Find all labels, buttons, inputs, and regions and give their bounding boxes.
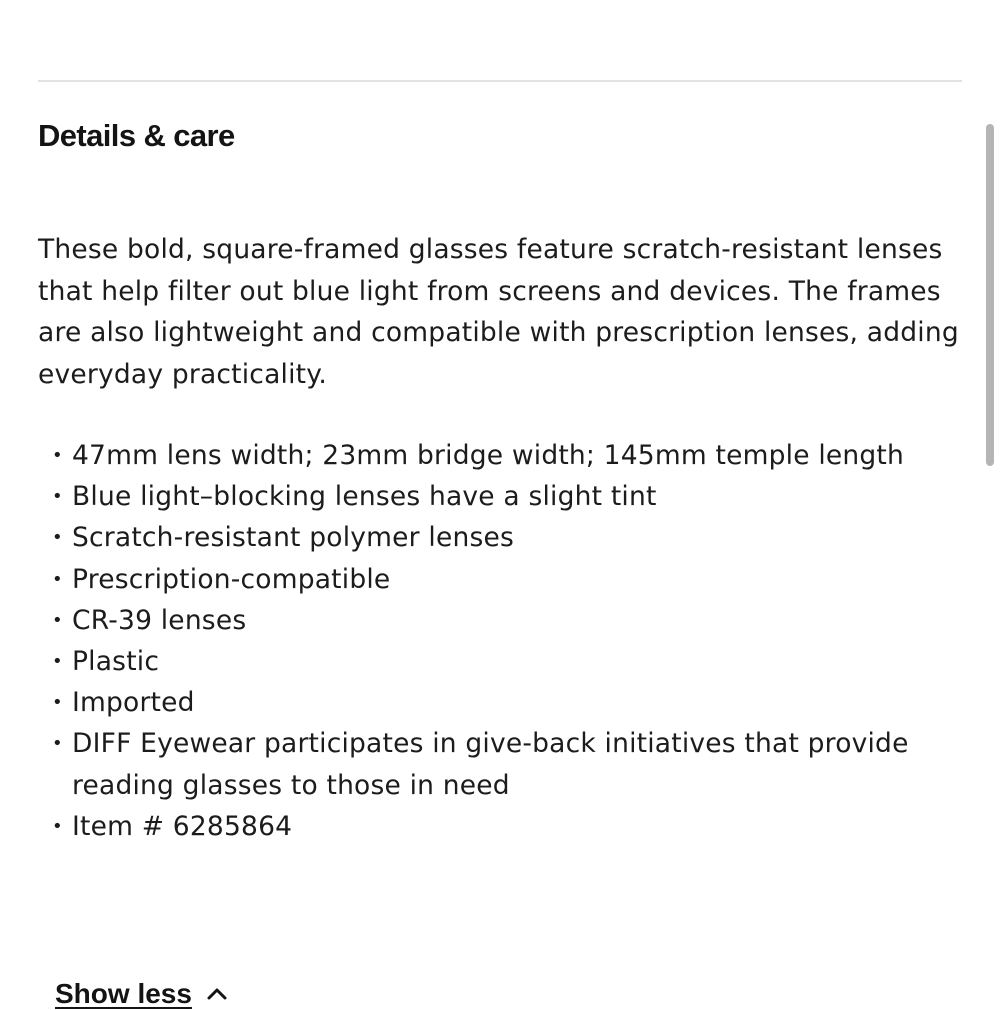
section-divider bbox=[38, 80, 962, 82]
chevron-up-icon bbox=[206, 983, 228, 1005]
list-item: • Imported bbox=[38, 682, 938, 723]
list-item: • Prescription-compatible bbox=[38, 559, 938, 600]
list-item: • 47mm lens width; 23mm bridge width; 145mm temple length bbox=[38, 435, 938, 476]
list-item: • Plastic bbox=[38, 641, 938, 682]
section-title: Details & care bbox=[38, 118, 235, 153]
list-item: • CR-39 lenses bbox=[38, 600, 938, 641]
list-item: • DIFF Eyewear participates in give-back initiatives that provide reading glasses to those in need bbox=[38, 723, 938, 805]
show-less-button[interactable] bbox=[55, 978, 228, 1010]
list-item: • Item # 6285864 bbox=[38, 806, 938, 847]
scrollbar-thumb[interactable] bbox=[986, 124, 994, 466]
show-less-label: Show less bbox=[55, 978, 192, 1009]
list-item: • Scratch-resistant polymer lenses bbox=[38, 517, 938, 558]
product-description: These bold, square-framed glasses feature scratch-resistant lenses that help filter out blue light from screens and devices. The frames are also lightweight and compatible with prescription lenses, adding everyday practicality. bbox=[38, 234, 959, 390]
feature-list bbox=[38, 435, 938, 847]
list-item: • Blue light–blocking lenses have a slight tint bbox=[38, 476, 938, 517]
